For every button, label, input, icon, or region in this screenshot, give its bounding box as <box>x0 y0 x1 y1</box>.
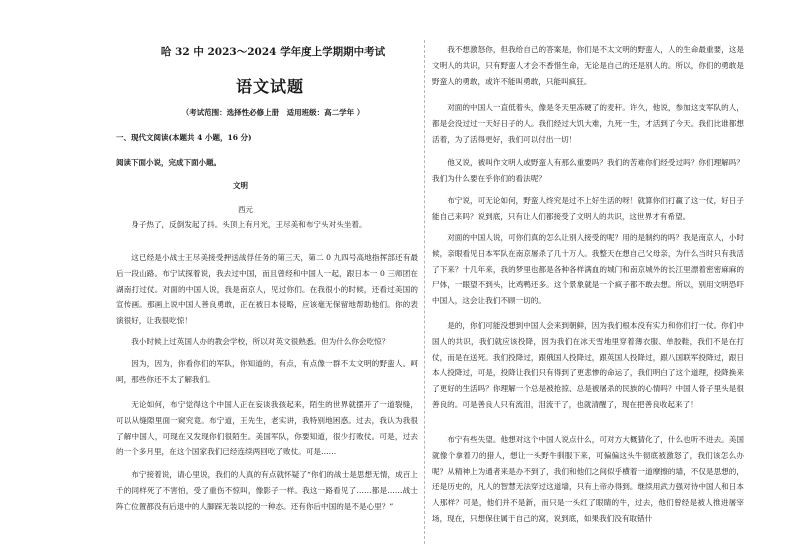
left-paragraph: 因为，因为，你看你们的军队，你知道的，有点，有点像一群不太文明的野蛮人。呵呵，那些你还不太了解我们。 <box>116 359 418 384</box>
exam-name: 哈 32 中 2023～2024 学年度上学期期中考试 <box>160 46 386 58</box>
right-paragraph: 他又说，被叫作文明人或野蛮人有那么重要吗？我们的苦难你们经受过吗？你们理解吗？我们为什么要在乎你们的看法呢？ <box>432 158 744 183</box>
right-paragraph: 对面的中国人说，可你们真的怎么让别人接受的呢？用的是制约的吗？我是南京人，小时候，亲眼看见日本军队在南京屠杀了几十万人。我整天在想自己父母亲，为什么当时只有我活了下来？十几年来，我的梦里也都是各种各样满血的城门和南京城外的长江里漂着密密麻麻的尸体，一眼望不到头，比鸡鸭还多。这个景象就是一个疯子都不敢去想。所以，别用文明恐吓中国人，这会让我们不顾一切的。 <box>432 233 744 306</box>
exam-info: （考试范围：选择性必修上册 适用班级：高二学年 ） <box>181 108 365 117</box>
left-paragraph: 我小时候上过英国人办的教会学校，所以对英文很熟悉。但为什么你会吃惊？ <box>131 337 390 346</box>
column-divider <box>424 40 425 544</box>
left-paragraph: 身子热了，反倒发起了抖。头顶上有月光，王尽美和布宁头对头坐着。 <box>131 220 367 229</box>
left-paragraph: 这已经是小战士王尽美接受押送战俘任务的第三天，第二 0 九四号高地指挥部还有最后一段山路。布宁试探着说，我去过中国，而且曾经和中国人一起，跟日本一 0 三师团在湖南打过仗。对面的中国人说，我是南京人，见过你们。在我很小的时候，还看过美国的宣传画。那画上说中国人善良勇敢，正在被日本侵略，应该毫无保留地帮助他们。你的表演很好，让我很吃惊！ <box>116 253 418 326</box>
right-paragraph: 布宁说，可无论如何，野蛮人终究是过不上好生活的呀！就算你们打赢了这一仗，好日子能自己来吗？说到底，只有让人们都接受了文明人的共识，这世界才有希望。 <box>432 196 744 221</box>
right-paragraph: 对面的中国人一直低着头，像是冬天里冻硬了的麦秆。许久，他说，参加这支军队的人，都是会没过过一天好日子的人。我们经过大饥大难，九死一生，才活到了今天。我们比谁都想活着，为了活得更好，我们可以付出一切！ <box>432 103 744 144</box>
story-title: 文明 <box>233 181 248 190</box>
left-paragraph: 布宁接着说，请心里说，我们的人真的有点就怀疑了“你们的战士是思想无情，成百上千的同样死了不害怕，受了重伤不惊叫，像影子一样。我这一路看见了……都是……战士阵亡位置都没有后退中的人脚踩无装以挖的一种态。还有你后中国的是不是心里？” <box>116 470 418 511</box>
subject-title: 语文试题 <box>235 77 304 96</box>
right-paragraph: 我不想激怒你，但我给自己的答案是，你们是不太文明的野蛮人，人的生命最重要，这是文明人的共识，只有野蛮人才会不香惜生命，无论是自己的还是别人的。所以，你们的勇敢是野蛮人的勇敢，或许不能叫勇敢，只能叫疯狂。 <box>432 45 744 86</box>
right-paragraph: 是的，你们可能没想到中国人会来到朝鲜，因为我们根本没有实力和你们打一仗。你们中国人的共识，我们就应该投降，因为我们在冰天雪地里穿着薄衣服、单胶鞋，我们不是在打仗，而是在送死。我们投降过，跟俄国人投降过，跟英国人投降过，跟八国联军投降过，跟日本人投降过，可是，投降让我们只有得到了更悲惨的命运了，我们明白了这个道理，投降换来了更好的生活吗？你理解一个总是被抢掠、总是被屠杀的民族的心情吗？中国人骨子里头是很善良的。可是善良人只有流泪，泪流干了，也就清醒了，现在把善良收起来了！ <box>432 321 744 409</box>
right-paragraph: 布宁有些失望。他想对这个中国人说点什么，可对方大概猜化了，什么也听不进去。美国就像个拿着刀的猎人，想让一头野牛驯服下来，可偏偏这头牛彻底被激怒了，我们该怎么办呢？从精神上为通者来是办不到了，我们和他们之间似乎横着一道摩擦的墙，不仅是思想的，还是历史的，凡人的智慧无法穿过这道墙，只有上帝办得到。继续用武力强对待中国人和日本人那样？可是，他们并不是新，而只是一头红了眼睛的牛，过去，他们曾经是被人推进屠宰场，现在，只想保住属于自己的窝，说到底，如果我们没有取错什 <box>432 435 744 523</box>
left-paragraph: 无论如何，布宁觉得这个中国人正在妄谈我孩起来，陌生的世界就摆开了一道裂缝，可以从缝隙里面一窥究竟。布宁道，王先生，老实讲，我特别地困惑。过去，我认为我很了解中国人，可现在又发现你们很陌生。美国军队，你要知道，很少打败仗。可是，过去的一个多月里，在这个国家我们已经连续两回吃了败仗。可是…… <box>116 400 418 457</box>
reading-instruction: 阅读下面小说，完成下面小题。 <box>116 158 221 167</box>
story-author: 西元 <box>238 205 253 214</box>
section-title: 一、现代文阅读(本题共 4 小题，16 分) <box>116 133 252 142</box>
